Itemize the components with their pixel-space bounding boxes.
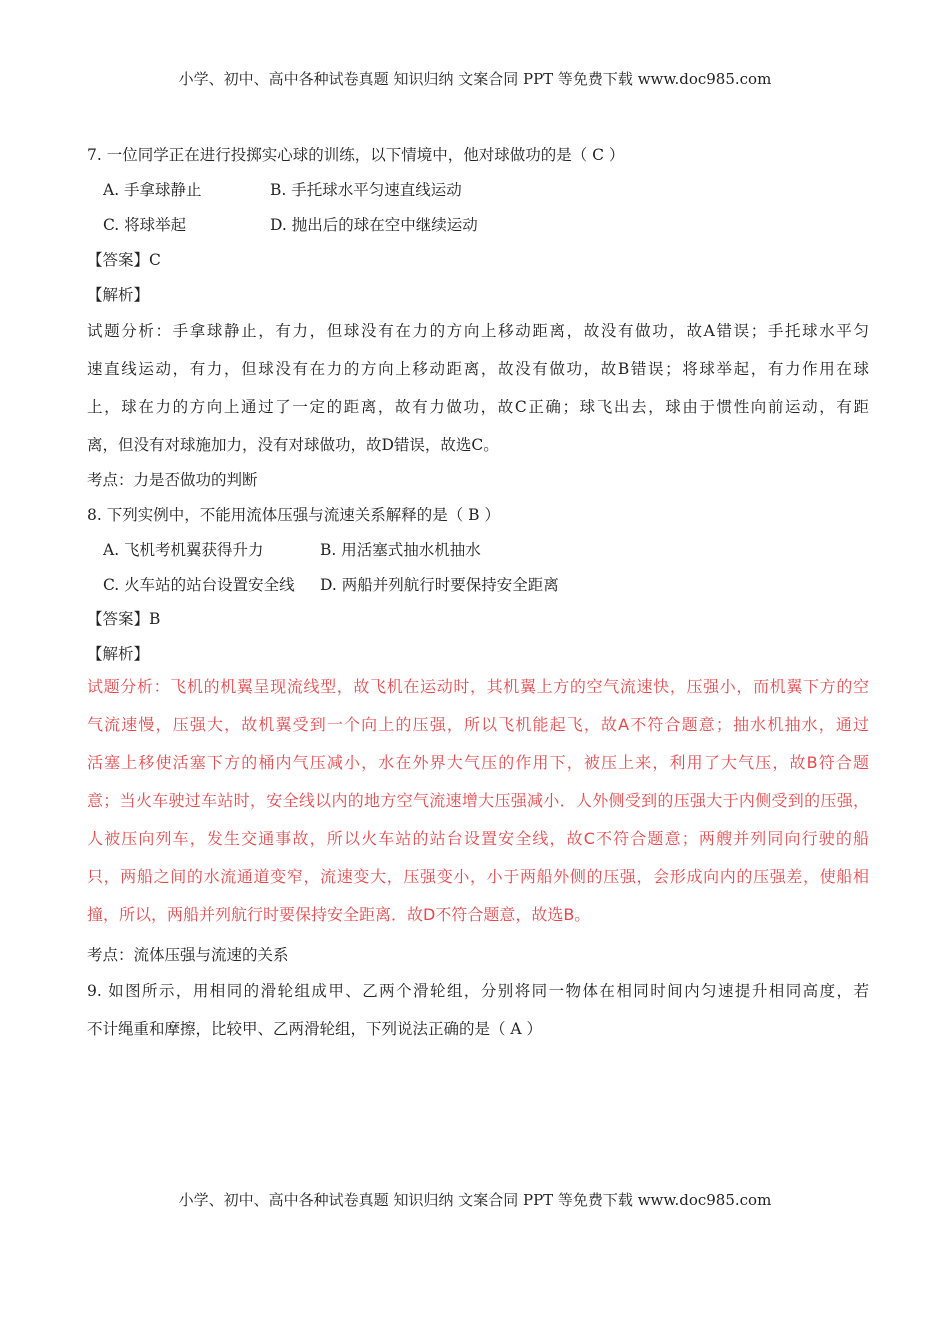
analysis-label: 【解析】 xyxy=(87,645,150,663)
option-d: D. 两船并列航行时要保持安全距离 xyxy=(320,576,559,594)
analysis-line: 气流速慢，压强大，故机翼受到一个向上的压强，所以飞机能起飞，故A不符合题意；抽水机抽水，通过 xyxy=(87,715,869,734)
question-stem: 8. 下列实例中，不能用流体压强与流速关系解释的是（ B ） xyxy=(87,506,500,524)
option-b: B. 手托球水平匀速直线运动 xyxy=(270,181,462,199)
question-stem: 不计绳重和摩擦，比较甲、乙两滑轮组，下列说法正确的是（ A ） xyxy=(87,1020,543,1038)
analysis-line: 试题分析：飞机的机翼呈现流线型，故飞机在运动时，其机翼上方的空气流速快，压强小，而机翼下方的空 xyxy=(87,677,869,696)
option-a: A. 飞机考机翼获得升力 xyxy=(103,541,264,559)
analysis-line: 离，但没有对球施加力，没有对球做功，故D错误，故选C。 xyxy=(87,436,499,454)
answer: 【答案】C xyxy=(87,251,161,269)
analysis-label: 【解析】 xyxy=(87,286,150,304)
option-d: D. 抛出后的球在空中继续运动 xyxy=(270,216,478,234)
analysis-line: 人被压向列车，发生交通事故，所以火车站的站台设置安全线，故C不符合题意；两艘并列同向行驶的船 xyxy=(87,829,869,848)
analysis-line: 只，两船之间的水流通道变窄，流速变大，压强变小，小于两船外侧的压强，会形成向内的压强差，使船相 xyxy=(87,867,869,886)
answer: 【答案】B xyxy=(87,610,161,628)
analysis-line: 活塞上移使活塞下方的桶内气压减小，水在外界大气压的作用下，被压上来，利用了大气压，故B符合题 xyxy=(87,753,869,772)
option-c: C. 将球举起 xyxy=(103,216,187,234)
option-b: B. 用活塞式抽水机抽水 xyxy=(320,541,481,559)
page-header: 小学、初中、高中各种试卷真题 知识归纳 文案合同 PPT 等免费下载 www.doc985.com xyxy=(178,70,772,88)
question-stem: 9. 如图所示，用相同的滑轮组成甲、乙两个滑轮组，分别将同一物体在相同时间内匀速提升相同高度，若 xyxy=(87,982,869,1000)
analysis-line: 试题分析：手拿球静止，有力，但球没有在力的方向上移动距离，故没有做功，故A错误；手托球水平匀 xyxy=(87,322,869,340)
analysis-line: 上，球在力的方向上通过了一定的距离，故有力做功，故C正确；球飞出去，球由于惯性向前运动，有距 xyxy=(87,398,869,416)
analysis-line: 撞，所以，两船并列航行时要保持安全距离．故D不符合题意，故选B。 xyxy=(87,905,591,924)
option-c: C. 火车站的站台设置安全线 xyxy=(103,576,295,594)
question-stem: 7. 一位同学正在进行投掷实心球的训练，以下情境中，他对球做功的是（ C ） xyxy=(87,146,625,164)
kaodian: 考点：力是否做功的判断 xyxy=(87,471,258,489)
kaodian: 考点：流体压强与流速的关系 xyxy=(87,946,289,964)
page-footer: 小学、初中、高中各种试卷真题 知识归纳 文案合同 PPT 等免费下载 www.doc985.com xyxy=(178,1191,772,1209)
analysis-line: 意；当火车驶过车站时，安全线以内的地方空气流速增大压强减小．人外侧受到的压强大于内侧受到的压强， xyxy=(87,791,869,810)
option-a: A. 手拿球静止 xyxy=(103,181,202,199)
analysis-line: 速直线运动，有力，但球没有在力的方向上移动距离，故没有做功，故B错误；将球举起，有力作用在球 xyxy=(87,360,869,378)
